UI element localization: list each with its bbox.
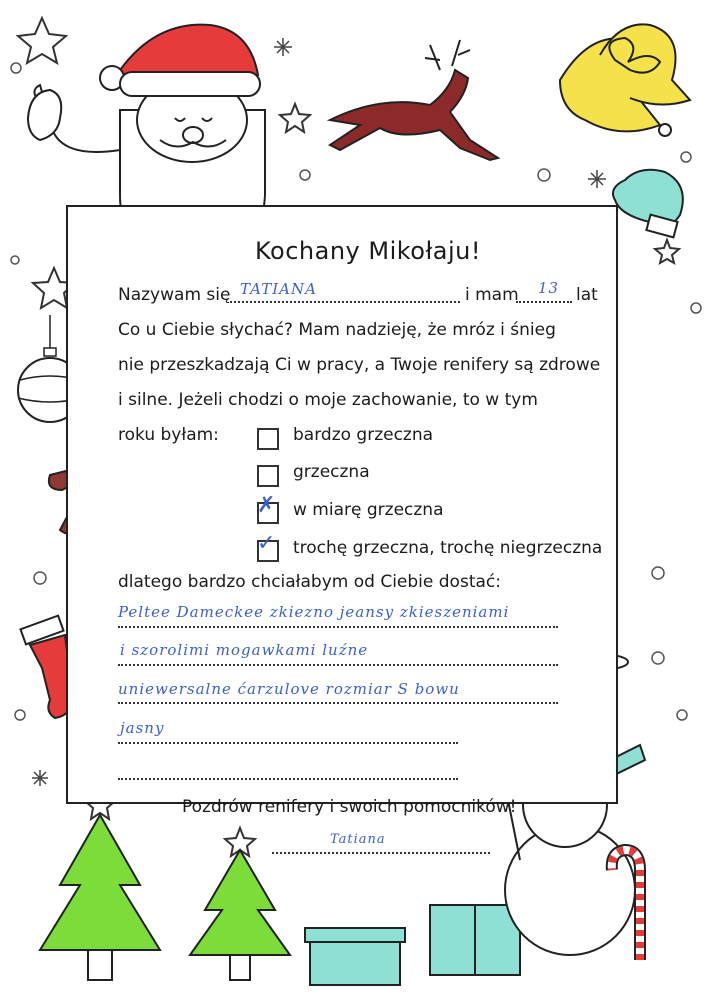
behavior-checkbox-4[interactable]	[257, 531, 279, 562]
cross-mark-icon: ✗	[257, 493, 276, 518]
bells-illustration	[560, 24, 690, 136]
behavior-checkbox-1[interactable]	[257, 428, 279, 450]
behavior-option-label: grzeczna	[293, 462, 370, 482]
age-prefix: i mam	[465, 285, 519, 305]
wish-line-4: jasny	[120, 719, 165, 737]
gift-box-illustration	[430, 905, 520, 975]
gift-box-illustration	[305, 928, 405, 985]
wish-dots-4	[118, 742, 458, 744]
closing-line: Pozdrów renifery i swoich pomocników!	[182, 797, 517, 817]
check-mark-icon: ✓	[257, 531, 276, 556]
letter-title: Kochany Mikołaju!	[255, 237, 482, 265]
star-icon	[280, 104, 310, 132]
wish-line-2: i szorolimi mogawkami luźne	[120, 641, 369, 659]
letter-line-4: i silne. Jeżeli chodzi o moje zachowanie, to w tym	[118, 390, 538, 410]
name-dots	[230, 301, 460, 303]
christmas-tree-illustration	[190, 850, 290, 980]
snowflake-icon	[274, 38, 292, 56]
wish-line-3: uniewersalne ćarzulove rozmiar S bowu	[118, 680, 460, 698]
age-handwritten: 13	[538, 279, 560, 297]
behavior-option-label: bardzo grzeczna	[293, 425, 434, 445]
wish-prefix: dlatego bardzo chciałabym od Ciebie dostać:	[118, 572, 501, 592]
mitten-illustration	[613, 170, 683, 238]
letter-line-3: nie przeszkadzają Ci w pracy, a Twoje renifery są zdrowe	[118, 355, 601, 375]
behavior-checkbox-3[interactable]	[257, 493, 279, 524]
letter-line-5: roku byłam:	[118, 425, 219, 445]
red-stocking-illustration	[20, 616, 72, 718]
snowflake-icon	[32, 770, 48, 786]
star-icon	[655, 240, 679, 263]
letter-line-2: Co u Ciebie słychać? Mam nadzieję, że mróz i śnieg	[118, 320, 556, 340]
wish-dots-3	[118, 702, 558, 704]
age-dots	[516, 301, 572, 303]
age-suffix: lat	[576, 285, 598, 305]
behavior-option-label: w miarę grzeczna	[293, 500, 444, 520]
wish-line-1: Peltee Dameckee zkiezno jeansy zkieszeniami	[118, 603, 510, 621]
name-handwritten: TATIANA	[240, 280, 317, 298]
behavior-option-label: trochę grzeczna, trochę niegrzeczna	[293, 538, 603, 558]
reindeer-illustration	[330, 40, 498, 160]
intro-prefix: Nazywam się	[118, 285, 231, 305]
signature-handwritten: Tatiana	[330, 832, 386, 847]
star-icon	[18, 18, 66, 63]
wish-dots-1	[118, 626, 558, 628]
snowflake-icon	[588, 170, 606, 188]
wish-dots-2	[118, 664, 558, 666]
behavior-checkbox-2[interactable]	[257, 465, 279, 487]
signature-dots	[272, 852, 490, 854]
wish-dots-5	[118, 778, 458, 780]
christmas-tree-illustration	[40, 815, 160, 980]
